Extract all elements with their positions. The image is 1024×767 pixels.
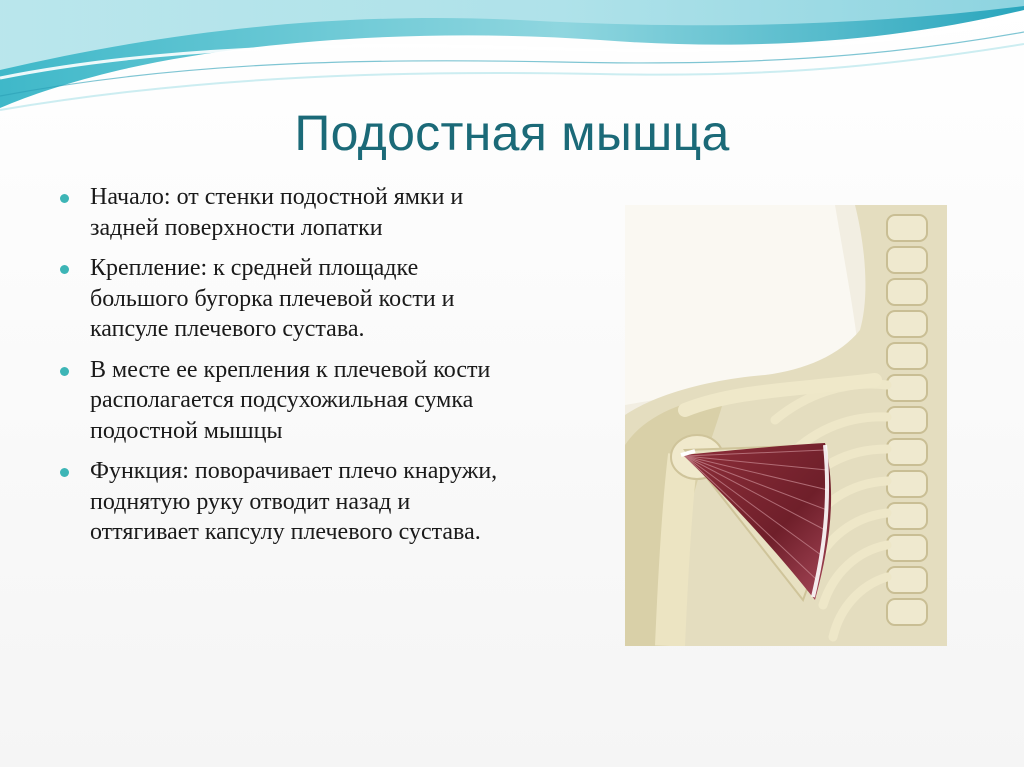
bullet-insertion [58,253,498,345]
bullet-text: Крепление: к средней площадке большого бугорка плечевой кости и капсуле плечевого сустава. [90,255,455,342]
bullet-text: В месте ее крепления к плечевой кости располагается подсухожильная сумка подостной мышцы [90,356,491,444]
bullet-dot-icon [60,265,69,274]
slide-title: Подостная мышца [294,105,730,161]
bullet-origin [58,182,498,243]
bullet-text: Функция: поворачивает плечо кнаружи, поднятую руку отводит назад и оттягивает капсулу плечевого сустава. [90,458,498,545]
bullet-function [58,456,498,548]
bullet-text: Начало: от стенки подостной ямки и задней поверхности лопатки [90,184,464,241]
bullet-bursa [58,355,498,447]
bullet-list [58,182,498,558]
infraspinatus-anatomy-illustration [625,205,947,646]
bullet-dot-icon [60,468,69,477]
bullet-dot-icon [60,194,69,203]
bullet-dot-icon [60,367,69,376]
